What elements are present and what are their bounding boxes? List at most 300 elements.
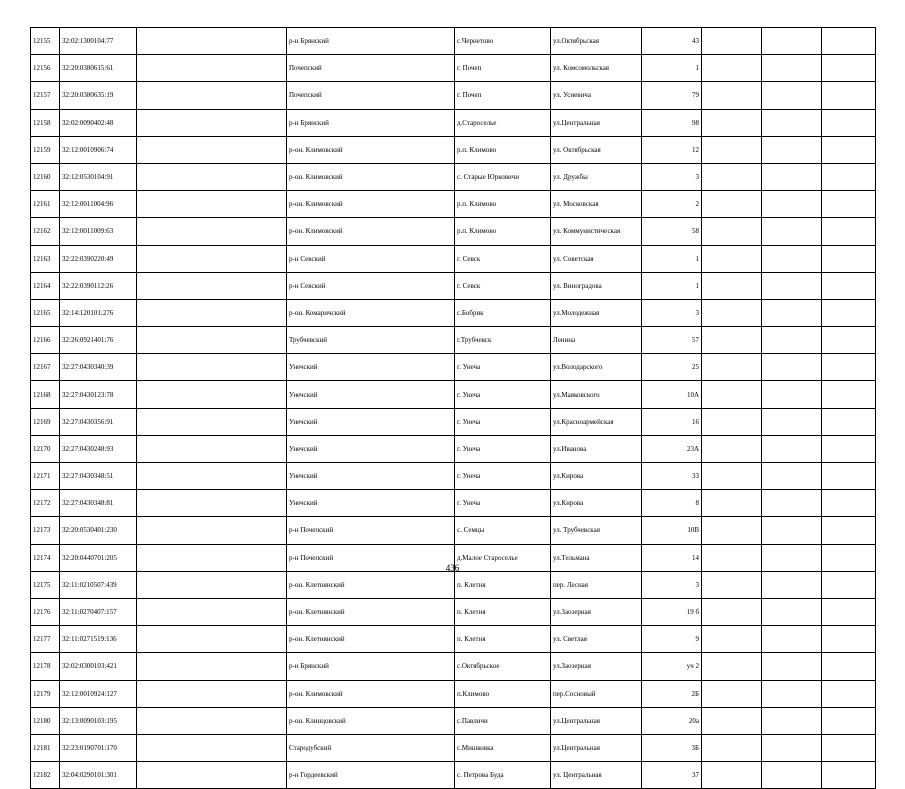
district-cell: р-н Брянский <box>287 653 455 680</box>
extra-cell-2 <box>762 354 822 381</box>
house-number-cell: 3 <box>642 571 702 598</box>
extra-cell-1 <box>702 653 762 680</box>
district-cell: Унечский <box>287 463 455 490</box>
cadastral-number-cell: 32:02:0090402:48 <box>60 109 137 136</box>
extra-cell-1 <box>702 163 762 190</box>
extra-cell-2 <box>762 82 822 109</box>
table-row <box>31 245 876 272</box>
extra-cell-3 <box>822 191 876 218</box>
extra-cell-1 <box>702 218 762 245</box>
extra-cell-3 <box>822 381 876 408</box>
locality-cell: д.Староселье <box>455 109 551 136</box>
house-number-cell: 3Б <box>642 734 702 761</box>
table-row <box>31 218 876 245</box>
empty-cell <box>137 680 287 707</box>
empty-cell <box>137 354 287 381</box>
row-number-cell: 12167 <box>31 354 60 381</box>
extra-cell-1 <box>702 490 762 517</box>
registry-table <box>30 27 876 789</box>
empty-cell <box>137 653 287 680</box>
house-number-cell: 58 <box>642 218 702 245</box>
table-row <box>31 653 876 680</box>
street-cell: ул.Красноармейская <box>551 408 642 435</box>
locality-cell: с.Бобрик <box>455 299 551 326</box>
empty-cell <box>137 82 287 109</box>
extra-cell-1 <box>702 327 762 354</box>
locality-cell: п. Клетня <box>455 598 551 625</box>
street-cell: ул. Усиевича <box>551 82 642 109</box>
empty-cell <box>137 517 287 544</box>
empty-cell <box>137 490 287 517</box>
extra-cell-2 <box>762 653 822 680</box>
empty-cell <box>137 598 287 625</box>
table-row <box>31 354 876 381</box>
cadastral-number-cell: 32:11:0270407:157 <box>60 598 137 625</box>
row-number-cell: 12155 <box>31 28 60 55</box>
house-number-cell: 1 <box>642 272 702 299</box>
extra-cell-2 <box>762 707 822 734</box>
row-number-cell: 12168 <box>31 381 60 408</box>
locality-cell: п.Климово <box>455 680 551 707</box>
empty-cell <box>137 707 287 734</box>
house-number-cell: 79 <box>642 82 702 109</box>
cadastral-number-cell: 32:02:1300104:77 <box>60 28 137 55</box>
empty-cell <box>137 734 287 761</box>
extra-cell-1 <box>702 354 762 381</box>
extra-cell-3 <box>822 408 876 435</box>
table-row <box>31 136 876 163</box>
street-cell: ул.Центральная <box>551 734 642 761</box>
district-cell: р-он. Клетнянский <box>287 626 455 653</box>
district-cell: р-н Севский <box>287 245 455 272</box>
extra-cell-1 <box>702 299 762 326</box>
locality-cell: г. Унеча <box>455 435 551 462</box>
extra-cell-1 <box>702 626 762 653</box>
row-number-cell: 12166 <box>31 327 60 354</box>
row-number-cell: 12170 <box>31 435 60 462</box>
row-number-cell: 12160 <box>31 163 60 190</box>
row-number-cell: 12175 <box>31 571 60 598</box>
extra-cell-1 <box>702 109 762 136</box>
house-number-cell: 33 <box>642 463 702 490</box>
extra-cell-2 <box>762 490 822 517</box>
extra-cell-2 <box>762 55 822 82</box>
extra-cell-3 <box>822 734 876 761</box>
house-number-cell: 10А <box>642 381 702 408</box>
cadastral-number-cell: 32:20:0530401:230 <box>60 517 137 544</box>
street-cell: ул.Тельмана <box>551 544 642 571</box>
district-cell: р-он. Клинцовский <box>287 707 455 734</box>
table-row <box>31 490 876 517</box>
table-row <box>31 626 876 653</box>
extra-cell-3 <box>822 463 876 490</box>
extra-cell-3 <box>822 55 876 82</box>
row-number-cell: 12158 <box>31 109 60 136</box>
house-number-cell: 9 <box>642 626 702 653</box>
extra-cell-2 <box>762 163 822 190</box>
cadastral-number-cell: 32:27:0430248:93 <box>60 435 137 462</box>
table-row <box>31 191 876 218</box>
empty-cell <box>137 191 287 218</box>
empty-cell <box>137 109 287 136</box>
extra-cell-1 <box>702 381 762 408</box>
table-row <box>31 707 876 734</box>
extra-cell-2 <box>762 762 822 789</box>
empty-cell <box>137 435 287 462</box>
row-number-cell: 12173 <box>31 517 60 544</box>
empty-cell <box>137 163 287 190</box>
extra-cell-2 <box>762 136 822 163</box>
table-row <box>31 55 876 82</box>
cadastral-number-cell: 32:04:0290101:301 <box>60 762 137 789</box>
extra-cell-1 <box>702 82 762 109</box>
house-number-cell: 3 <box>642 163 702 190</box>
extra-cell-2 <box>762 28 822 55</box>
district-cell: Унечский <box>287 435 455 462</box>
street-cell: ул. Коммунистическая <box>551 218 642 245</box>
cadastral-number-cell: 32:27:0430348:81 <box>60 490 137 517</box>
house-number-cell: 2 <box>642 191 702 218</box>
empty-cell <box>137 381 287 408</box>
house-number-cell: 23А <box>642 435 702 462</box>
street-cell: ул.Заозерная <box>551 598 642 625</box>
house-number-cell: 10В <box>642 517 702 544</box>
extra-cell-3 <box>822 272 876 299</box>
table-row <box>31 327 876 354</box>
row-number-cell: 12159 <box>31 136 60 163</box>
cadastral-number-cell: 32:02:0300103:421 <box>60 653 137 680</box>
empty-cell <box>137 55 287 82</box>
table-row <box>31 762 876 789</box>
extra-cell-3 <box>822 245 876 272</box>
locality-cell: р.п. Климово <box>455 191 551 218</box>
extra-cell-2 <box>762 571 822 598</box>
cadastral-number-cell: 32:12:0010906:74 <box>60 136 137 163</box>
extra-cell-2 <box>762 299 822 326</box>
house-number-cell: 57 <box>642 327 702 354</box>
cadastral-number-cell: 32:26:0921401:76 <box>60 327 137 354</box>
house-number-cell: 25 <box>642 354 702 381</box>
cadastral-number-cell: 32:27:0430348:51 <box>60 463 137 490</box>
house-number-cell: уч 2 <box>642 653 702 680</box>
extra-cell-2 <box>762 109 822 136</box>
empty-cell <box>137 463 287 490</box>
cadastral-number-cell: 32:20:0380615:61 <box>60 55 137 82</box>
empty-cell <box>137 408 287 435</box>
row-number-cell: 12181 <box>31 734 60 761</box>
extra-cell-3 <box>822 517 876 544</box>
table-row <box>31 299 876 326</box>
row-number-cell: 12172 <box>31 490 60 517</box>
table-row <box>31 734 876 761</box>
table-row <box>31 272 876 299</box>
empty-cell <box>137 245 287 272</box>
extra-cell-3 <box>822 598 876 625</box>
registry-table-body <box>31 28 876 789</box>
table-row <box>31 598 876 625</box>
street-cell: ул. Комсомольская <box>551 55 642 82</box>
extra-cell-2 <box>762 463 822 490</box>
house-number-cell: 8 <box>642 490 702 517</box>
empty-cell <box>137 299 287 326</box>
street-cell: ул.Заозерная <box>551 653 642 680</box>
street-cell: ул.Центральная <box>551 109 642 136</box>
street-cell: пер.Сосновый <box>551 680 642 707</box>
empty-cell <box>137 571 287 598</box>
extra-cell-2 <box>762 245 822 272</box>
extra-cell-3 <box>822 435 876 462</box>
extra-cell-1 <box>702 734 762 761</box>
extra-cell-3 <box>822 163 876 190</box>
district-cell: р-он. Комаричский <box>287 299 455 326</box>
row-number-cell: 12165 <box>31 299 60 326</box>
extra-cell-2 <box>762 272 822 299</box>
extra-cell-2 <box>762 327 822 354</box>
table-row <box>31 435 876 462</box>
page-number: 436 <box>445 563 460 573</box>
extra-cell-1 <box>702 272 762 299</box>
district-cell: р-он. Клетнянский <box>287 571 455 598</box>
empty-cell <box>137 762 287 789</box>
locality-cell: р.п. Климово <box>455 136 551 163</box>
locality-cell: с. Петрова Буда <box>455 762 551 789</box>
cadastral-number-cell: 32:22:0390112:26 <box>60 272 137 299</box>
extra-cell-1 <box>702 28 762 55</box>
table-row <box>31 463 876 490</box>
extra-cell-1 <box>702 463 762 490</box>
empty-cell <box>137 327 287 354</box>
extra-cell-1 <box>702 435 762 462</box>
extra-cell-1 <box>702 762 762 789</box>
cadastral-number-cell: 32:22:0390220:49 <box>60 245 137 272</box>
table-row <box>31 408 876 435</box>
row-number-cell: 12174 <box>31 544 60 571</box>
row-number-cell: 12163 <box>31 245 60 272</box>
extra-cell-3 <box>822 653 876 680</box>
table-row <box>31 517 876 544</box>
cadastral-number-cell: 32:14:120101:276 <box>60 299 137 326</box>
cadastral-number-cell: 32:11:0271519:136 <box>60 626 137 653</box>
row-number-cell: 12164 <box>31 272 60 299</box>
row-number-cell: 12157 <box>31 82 60 109</box>
cadastral-number-cell: 32:11:0210507:439 <box>60 571 137 598</box>
district-cell: Стародубский <box>287 734 455 761</box>
cadastral-number-cell: 32:27:0430340:39 <box>60 354 137 381</box>
house-number-cell: 2Б <box>642 680 702 707</box>
street-cell: ул.Октябрьская <box>551 28 642 55</box>
locality-cell: п. Клетня <box>455 626 551 653</box>
locality-cell: д.Малое Староселье <box>455 544 551 571</box>
locality-cell: п. Клетня <box>455 571 551 598</box>
extra-cell-3 <box>822 136 876 163</box>
extra-cell-3 <box>822 109 876 136</box>
house-number-cell: 98 <box>642 109 702 136</box>
locality-cell: г. Унеча <box>455 354 551 381</box>
street-cell: ул.Центральная <box>551 707 642 734</box>
locality-cell: г. Севск <box>455 245 551 272</box>
locality-cell: г. Почеп <box>455 82 551 109</box>
cadastral-number-cell: 32:23:0190701:170 <box>60 734 137 761</box>
row-number-cell: 12180 <box>31 707 60 734</box>
house-number-cell: 37 <box>642 762 702 789</box>
house-number-cell: 16 <box>642 408 702 435</box>
extra-cell-2 <box>762 680 822 707</box>
locality-cell: г.Трубчевск <box>455 327 551 354</box>
locality-cell: с.Мишковка <box>455 734 551 761</box>
locality-cell: г. Унеча <box>455 463 551 490</box>
locality-cell: р.п. Климово <box>455 218 551 245</box>
district-cell: Почепский <box>287 82 455 109</box>
empty-cell <box>137 272 287 299</box>
district-cell: р-он. Климовский <box>287 218 455 245</box>
extra-cell-3 <box>822 762 876 789</box>
extra-cell-3 <box>822 82 876 109</box>
extra-cell-1 <box>702 707 762 734</box>
district-cell: р-н Брянский <box>287 109 455 136</box>
district-cell: р-н Почепский <box>287 544 455 571</box>
locality-cell: г. Унеча <box>455 408 551 435</box>
street-cell: ул. Дружбы <box>551 163 642 190</box>
street-cell: ул. Светлая <box>551 626 642 653</box>
extra-cell-1 <box>702 136 762 163</box>
street-cell: Ленина <box>551 327 642 354</box>
street-cell: ул.Маяковского <box>551 381 642 408</box>
district-cell: Унечский <box>287 408 455 435</box>
row-number-cell: 12169 <box>31 408 60 435</box>
extra-cell-1 <box>702 245 762 272</box>
locality-cell: г. Почеп <box>455 55 551 82</box>
house-number-cell: 14 <box>642 544 702 571</box>
empty-cell <box>137 218 287 245</box>
extra-cell-2 <box>762 626 822 653</box>
street-cell: ул.Володарского <box>551 354 642 381</box>
district-cell: Унечский <box>287 490 455 517</box>
table-row <box>31 163 876 190</box>
cadastral-number-cell: 32:20:0380635:19 <box>60 82 137 109</box>
street-cell: ул.Кирова <box>551 463 642 490</box>
extra-cell-3 <box>822 218 876 245</box>
row-number-cell: 12179 <box>31 680 60 707</box>
street-cell: ул. Октябрьская <box>551 136 642 163</box>
district-cell: Почепский <box>287 55 455 82</box>
extra-cell-1 <box>702 408 762 435</box>
district-cell: р-н Почепский <box>287 517 455 544</box>
extra-cell-2 <box>762 191 822 218</box>
street-cell: ул. Виноградова <box>551 272 642 299</box>
locality-cell: с.Октябрьское <box>455 653 551 680</box>
table-row <box>31 571 876 598</box>
cadastral-number-cell: 32:12:0011009:63 <box>60 218 137 245</box>
empty-cell <box>137 136 287 163</box>
extra-cell-3 <box>822 490 876 517</box>
district-cell: р-он. Климовский <box>287 191 455 218</box>
house-number-cell: 43 <box>642 28 702 55</box>
row-number-cell: 12176 <box>31 598 60 625</box>
locality-cell: г. Унеча <box>455 381 551 408</box>
extra-cell-3 <box>822 327 876 354</box>
locality-cell: с.Чернетово <box>455 28 551 55</box>
house-number-cell: 1 <box>642 245 702 272</box>
extra-cell-1 <box>702 191 762 218</box>
house-number-cell: 1 <box>642 55 702 82</box>
district-cell: р-он. Клетнянский <box>287 598 455 625</box>
extra-cell-1 <box>702 598 762 625</box>
house-number-cell: 20а <box>642 707 702 734</box>
street-cell: ул. Трубчевская <box>551 517 642 544</box>
extra-cell-3 <box>822 680 876 707</box>
locality-cell: с. Семцы <box>455 517 551 544</box>
row-number-cell: 12178 <box>31 653 60 680</box>
cadastral-number-cell: 32:27:0430356:91 <box>60 408 137 435</box>
table-row <box>31 82 876 109</box>
extra-cell-2 <box>762 598 822 625</box>
extra-cell-3 <box>822 28 876 55</box>
locality-cell: с. Старые Юрковичи <box>455 163 551 190</box>
street-cell: ул.Кирова <box>551 490 642 517</box>
row-number-cell: 12177 <box>31 626 60 653</box>
street-cell: ул. Московская <box>551 191 642 218</box>
row-number-cell: 12161 <box>31 191 60 218</box>
extra-cell-2 <box>762 218 822 245</box>
street-cell: пер. Лесная <box>551 571 642 598</box>
street-cell: ул.Молодежная <box>551 299 642 326</box>
table-row <box>31 680 876 707</box>
district-cell: р-н Брянский <box>287 28 455 55</box>
district-cell: р-он. Климовский <box>287 163 455 190</box>
cadastral-number-cell: 32:12:0010924:127 <box>60 680 137 707</box>
district-cell: Унечский <box>287 381 455 408</box>
table-row <box>31 109 876 136</box>
district-cell: р-н Гордеевский <box>287 762 455 789</box>
row-number-cell: 12182 <box>31 762 60 789</box>
house-number-cell: 3 <box>642 299 702 326</box>
row-number-cell: 12171 <box>31 463 60 490</box>
table-row <box>31 381 876 408</box>
district-cell: Унечский <box>287 354 455 381</box>
row-number-cell: 12156 <box>31 55 60 82</box>
extra-cell-2 <box>762 408 822 435</box>
extra-cell-3 <box>822 707 876 734</box>
locality-cell: с.Павличи <box>455 707 551 734</box>
district-cell: р-он. Климовский <box>287 136 455 163</box>
house-number-cell: 12 <box>642 136 702 163</box>
extra-cell-3 <box>822 354 876 381</box>
locality-cell: г. Севск <box>455 272 551 299</box>
locality-cell: г. Унеча <box>455 490 551 517</box>
extra-cell-1 <box>702 55 762 82</box>
extra-cell-2 <box>762 734 822 761</box>
district-cell: р-он. Климовский <box>287 680 455 707</box>
extra-cell-3 <box>822 299 876 326</box>
extra-cell-2 <box>762 381 822 408</box>
street-cell: ул.Иванова <box>551 435 642 462</box>
cadastral-number-cell: 32:12:0530104:91 <box>60 163 137 190</box>
street-cell: ул. Советская <box>551 245 642 272</box>
empty-cell <box>137 626 287 653</box>
extra-cell-3 <box>822 571 876 598</box>
empty-cell <box>137 28 287 55</box>
extra-cell-1 <box>702 571 762 598</box>
district-cell: р-н Севский <box>287 272 455 299</box>
cadastral-number-cell: 32:20:0440701:205 <box>60 544 137 571</box>
extra-cell-1 <box>702 517 762 544</box>
cadastral-number-cell: 32:13:0090103:195 <box>60 707 137 734</box>
house-number-cell: 19 б <box>642 598 702 625</box>
cadastral-number-cell: 32:12:0011004:96 <box>60 191 137 218</box>
extra-cell-3 <box>822 626 876 653</box>
extra-cell-2 <box>762 435 822 462</box>
table-row <box>31 28 876 55</box>
